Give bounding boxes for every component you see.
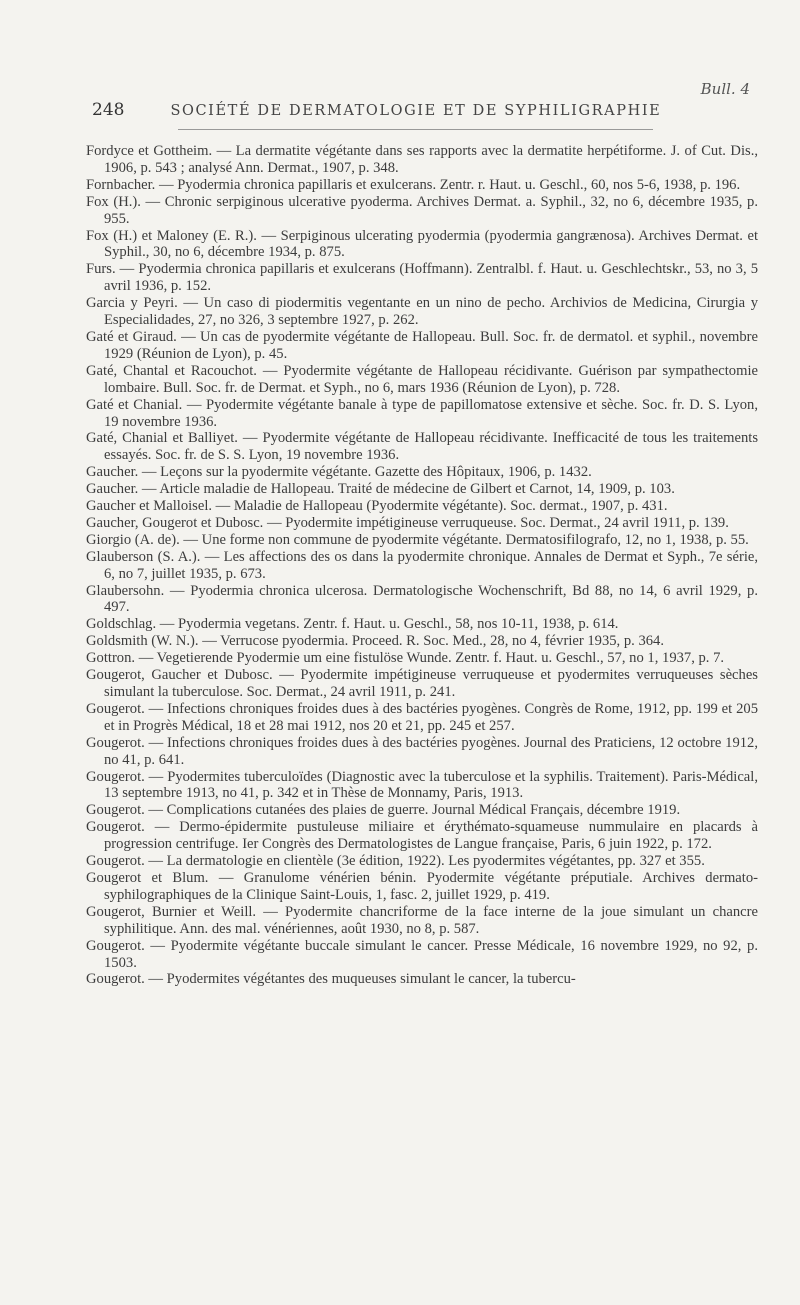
bibliography-entry: Gaucher et Malloisel. — Maladie de Hallopeau (Pyodermite végétante). Soc. dermat., 1907, p. 431. [86,498,668,515]
bibliography-entry: Glaubersohn. — Pyodermia chronica ulcerosa. Dermatologische Wochenschrift, Bd 88, no 14, 6 avril 1929, p. 497. [86,582,758,616]
bibliography-entry: Gaté et Chanial. — Pyodermite végétante banale à type de papillomatose extensive et sèche. Soc. fr. D. S. Lyon, 19 novembre 1936. [86,396,758,430]
bibliography-entry: Fox (H.) et Maloney (E. R.). — Serpiginous ulcerating pyodermia (pyodermia gangrænosa). Archives Dermat. et Syphil., 30, no 6, décembre 1934, p. 875. [86,227,758,261]
bibliography-entry: Giorgio (A. de). — Une forme non commune de pyodermite végétante. Dermatosifilografo, 12, no 1, 1938, p. 55. [86,531,749,548]
bibliography-entry: Gougerot et Blum. — Granulome vénérien bénin. Pyodermite végétante préputiale. Archives dermato-syphilographiques de la Clinique Saint-Louis, 1, fasc. 2, juillet 1929, p. 419. [86,869,758,903]
bibliography-entry: Gougerot. — Infections chroniques froides dues à des bactéries pyogènes. Journal des Praticiens, 12 octobre 1912, no 41, p. 641. [86,734,758,768]
bibliography-entry: Gaté, Chanial et Balliyet. — Pyodermite végétante de Hallopeau récidivante. Inefficacité de tous les traitements essayés. Soc. fr. de S. S. Lyon, 19 novembre 1936. [86,430,758,464]
bibliography-entry: Fox (H.). — Chronic serpiginous ulcerative pyoderma. Archives Dermat. a. Syphil., 32, no 6, décembre 1935, p. 955. [86,193,758,227]
bibliography-entry: Gougerot, Gaucher et Dubosc. — Pyodermite impétigineuse verruqueuse et pyodermites verruqueuses sèches simulant la tuberculose. Soc. Dermat., 24 avril 1911, p. 241. [86,667,758,700]
bibliography-entry: Gaucher. — Leçons sur la pyodermite végétante. Gazette des Hôpitaux, 1906, p. 1432. [86,464,592,481]
bibliography-entry: Gougerot, Burnier et Weill. — Pyodermite chancriforme de la face interne de la joue simulant un chancre syphilitique. Ann. des mal. vénériennes, août 1930, no 8, p. 587. [86,903,758,937]
bibliography-entry: Gaucher. — Article maladie de Hallopeau. Traité de médecine de Gilbert et Carnot, 14, 1909, p. 103. [86,481,675,498]
bibliography-entry: Gougerot. — Pyodermite végétante buccale simulant le cancer. Presse Médicale, 16 novembre 1929, no 92, p. 1503. [86,937,758,971]
running-title: SOCIÉTÉ DE DERMATOLOGIE ET DE SYPHILIGRAPHIE [170,103,662,119]
bibliography-entry: Goldsmith (W. N.). — Verrucose pyodermia. Proceed. R. Soc. Med., 28, no 4, février 1935, p. 364. [86,633,664,650]
bibliography-entry: Gaté et Giraud. — Un cas de pyodermite végétante de Hallopeau. Bull. Soc. fr. de dermatol. et syphil., novembre 1929 (Réunion de Lyon), p. 45. [86,328,758,362]
bibliography-entry: Goldschlag. — Pyodermia vegetans. Zentr. f. Haut. u. Geschl., 58, nos 10-11, 1938, p. 614. [86,616,619,633]
bibliography-entry: Furs. — Pyodermia chronica papillaris et exulcerans (Hoffmann). Zentralbl. f. Haut. u. Geschlechtskr., 53, no 3, 5 avril 1936, p. 152. [86,261,758,295]
bibliography-entry: Gaucher, Gougerot et Dubosc. — Pyodermite impétigineuse verruqueuse. Soc. Dermat., 24 avril 1911, p. 139. [86,514,729,531]
bibliography-entry: Fornbacher. — Pyodermia chronica papillaris et exulcerans. Zentr. r. Haut. u. Geschl., 60, nos 5-6, 1938, p. 196. [86,176,741,193]
bibliography-entry: Gougerot. — Pyodermites végétantes des muqueuses simulant le cancer, la tubercu- [86,971,576,988]
bibliography-entry: Garcia y Peyri. — Un caso di piodermitis vegentante en un nino de pecho. Archivios de Medicina, Cirurgia y Especialidades, 27, no 326, 3 septembre 1927, p. 262. [86,295,758,329]
bibliography-entry: Glauberson (S. A.). — Les affections des os dans la pyodermite chronique. Annales de Dermat et Syph., 7e série, 6, no 7, juillet 1935, p. 673. [86,548,758,582]
bibliography-entry: Gougerot. — Complications cutanées des plaies de guerre. Journal Médical Français, décembre 1919. [86,802,681,819]
bibliography-list [86,143,758,988]
bibliography-entry: Gougerot. — Infections chroniques froides dues à des bactéries pyogènes. Congrès de Rome, 1912, pp. 199 et 205 et in Progrès Médical, 18 et 28 mai 1912, nos 20 et 21, pp. 245 et 257. [86,700,758,734]
bulletin-note: Bull. 4 [700,80,750,98]
bibliography-entry: Fordyce et Gottheim. — La dermatite végétante dans ses rapports avec la dermatite herpétiforme. J. of Cut. Dis., 1906, p. 543 ; analysé Ann. Dermat., 1907, p. 348. [86,143,758,176]
bibliography-entry: Gougerot. — Dermo-épidermite pustuleuse miliaire et érythémato-squameuse nummulaire en placards à progression centrifuge. Ier Congrès des Dermatologistes de Langue française, Paris, 6 juin 1922, p. 172. [86,819,758,853]
bibliography-entry: Gottron. — Vegetierende Pyodermie um eine fistulöse Wunde. Zentr. f. Haut. u. Geschl., 57, no 1, 1937, p. 7. [86,650,725,667]
bibliography-entry: Gaté, Chantal et Racouchot. — Pyodermite végétante de Hallopeau récidivante. Guérison par sympathectomie lombaire. Bull. Soc. fr. de Dermat. et Syph., no 6, mars 1936 (Réunion de Lyon), p. 728. [86,362,758,396]
bibliography-entry: Gougerot. — Pyodermites tuberculoïdes (Diagnostic avec la tuberculose et la syphilis. Traitement). Paris-Médical, 13 septembre 1913, no 41, p. 342 et in Thèse de Monnamy, Paris, 1913. [86,768,758,802]
page-header [92,100,756,120]
header-rule [178,129,653,130]
page-number: 248 [92,100,125,120]
bibliography-entry: Gougerot. — La dermatologie en clientèle (3e édition, 1922). Les pyodermites végétantes, pp. 327 et 355. [86,853,705,870]
